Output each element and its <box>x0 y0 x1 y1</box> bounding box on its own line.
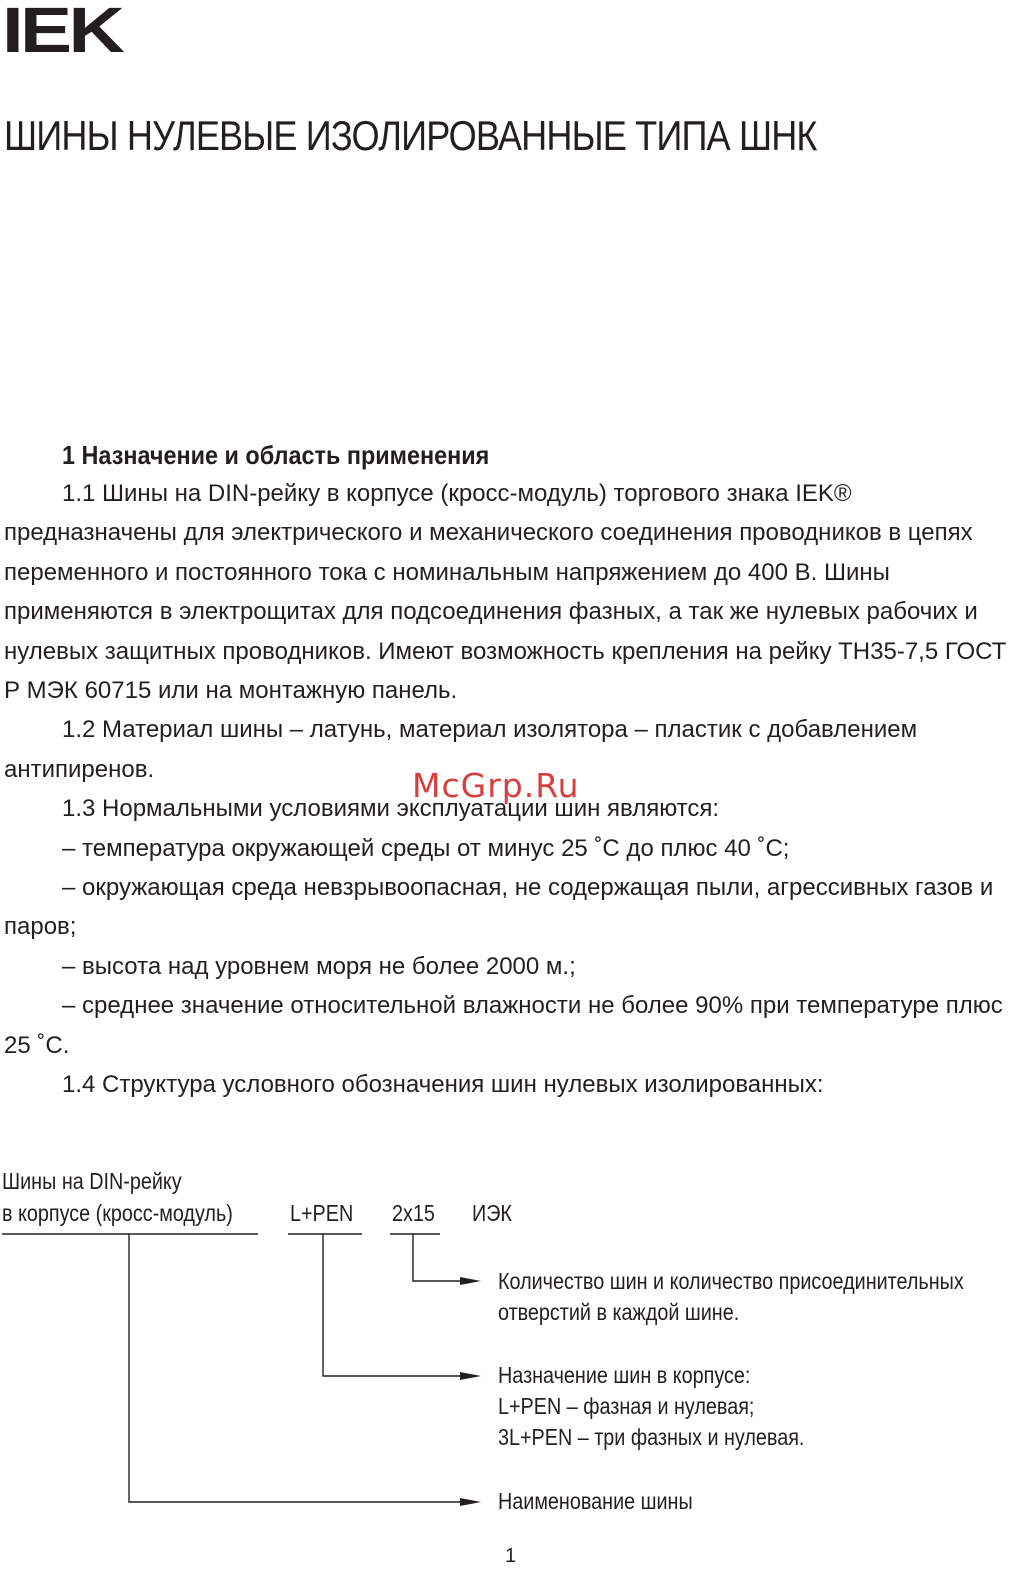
section-heading: 1 Назначение и область применения <box>62 440 490 470</box>
condition-altitude: – высота над уровнем моря не более 2000 м.; <box>62 952 576 980</box>
desc-purpose-line3: 3L+PEN – три фазных и нулевая. <box>498 1424 805 1450</box>
arrowhead-type <box>460 1372 481 1380</box>
page-number: 1 <box>505 1545 517 1567</box>
designation-size-code: 2x15 <box>392 1200 435 1226</box>
desc-count-line2: отверстий в каждой шине. <box>498 1299 740 1325</box>
arrowhead-name <box>460 1498 481 1506</box>
condition-humidity: – среднее значение относительной влажности не более 90% при температуре плюс 25 ˚С. <box>4 992 1003 1059</box>
desc-purpose-line2: L+PEN – фазная и нулевая; <box>498 1393 755 1419</box>
watermark: McGrp.Ru <box>412 766 580 805</box>
paragraph-1-1: 1.1 Шины на DIN-рейку в корпусе (кросс-модуль) торгового знака IEK® предназначены для электрического и механического соединения проводников в цепях переменного и постоянного тока с номинальным напряжением до 400 В. Шины применяются в электрощитах для подсоединения фазных, а так же нулевых рабочих и нулевых защитных проводников. Имеют возможность крепления на рейку ТН35-7,5 ГОСТ Р МЭК 60715 или на монтажную панель. <box>4 480 1007 705</box>
leader-type <box>323 1234 462 1376</box>
iek-logo: IEK <box>2 0 122 66</box>
paragraph-1-4: 1.4 Структура условного обозначения шин нулевых изолированных: <box>62 1071 824 1099</box>
designation-type-code: L+PEN <box>290 1200 354 1226</box>
arrowhead-size <box>460 1277 481 1285</box>
designation-name-line1: Шины на DIN-рейку <box>2 1168 182 1194</box>
paragraph-1-2: 1.2 Материал шины – латунь, материал изолятора – пластик с добавлением антипиренов. <box>4 716 918 783</box>
page-title: ШИНЫ НУЛЕВЫЕ ИЗОЛИРОВАННЫЕ ТИПА ШНК <box>4 112 817 159</box>
paragraph-1-3: 1.3 Нормальными условиями эксплуатации шин являются: <box>62 795 720 823</box>
condition-temperature: – температура окружающей среды от минус 25 ˚С до плюс 40 ˚С; <box>62 834 790 862</box>
leader-size <box>413 1234 462 1281</box>
designation-name-line2: в корпусе (кросс-модуль) <box>2 1200 233 1226</box>
designation-maker-code: ИЭК <box>472 1200 512 1226</box>
desc-count-line1: Количество шин и количество присоединительных <box>498 1268 964 1294</box>
leader-name <box>129 1234 462 1502</box>
condition-environment: – окружающая среда невзрывоопасная, не содержащая пыли, агрессивных газов и паров; <box>4 874 994 941</box>
desc-purpose-line1: Назначение шин в корпусе: <box>498 1362 751 1388</box>
desc-name: Наименование шины <box>498 1488 693 1514</box>
